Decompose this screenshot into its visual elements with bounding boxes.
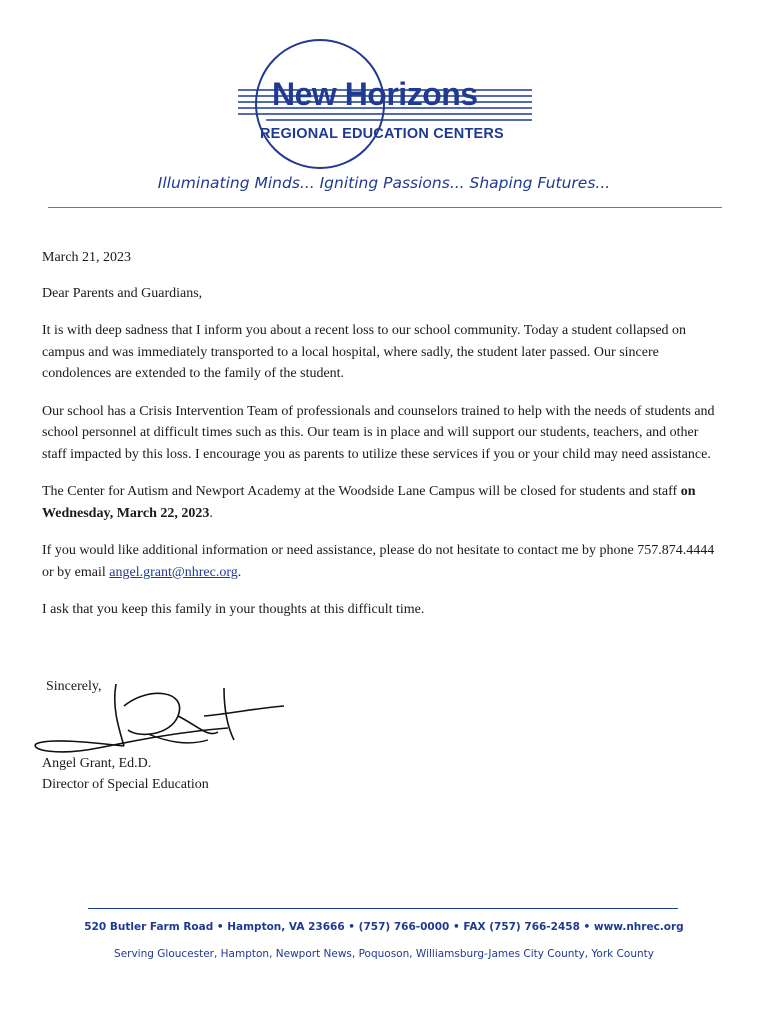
closure-text: The Center for Autism and Newport Academy at the Woodside Lane Campus will be closed for students and staff bbox=[42, 484, 678, 499]
salutation: Dear Parents and Guardians, bbox=[42, 285, 203, 301]
signer-name: Angel Grant, Ed.D. bbox=[42, 756, 152, 771]
paragraph-closure bbox=[42, 481, 726, 524]
paragraph-contact bbox=[42, 540, 726, 583]
letterhead-logo bbox=[232, 38, 542, 170]
closing: Sincerely, bbox=[46, 679, 102, 694]
closure-date: on Wednesday, March 22, 2023 bbox=[42, 484, 696, 521]
footer-address: 520 Butler Farm Road • Hampton, VA 23666 • (757) 766-0000 • FAX (757) 766-2458 • www.nhrec.org bbox=[84, 921, 684, 933]
closure-end: . bbox=[209, 505, 213, 521]
signer-block bbox=[42, 753, 209, 795]
paragraph-thoughts: I ask that you keep this family in your thoughts at this difficult time. bbox=[42, 602, 425, 617]
signer-title: Director of Special Education bbox=[42, 777, 209, 792]
tagline: Illuminating Minds... Igniting Passions... Shaping Futures... bbox=[157, 174, 611, 192]
header-divider bbox=[48, 207, 722, 208]
letter-date: March 21, 2023 bbox=[42, 250, 132, 265]
org-name: New Horizons bbox=[272, 76, 478, 112]
footer-divider bbox=[88, 908, 678, 909]
email-link[interactable]: angel.grant@nhrec.org bbox=[109, 564, 238, 580]
contact-end: . bbox=[237, 564, 242, 580]
contact-text: If you would like additional information or need assistance, please do not hesitate to contact me by phone 757.874.4444 or by email bbox=[42, 543, 715, 580]
paragraph-loss: It is with deep sadness that I inform you about a recent loss to our school community. Today a student collapsed on campus and was immediately transported to a local hospital, where sadly, the student later passed. Our sincere condolences are extended to the family of the student. bbox=[42, 323, 687, 381]
footer-service-area: Serving Gloucester, Hampton, Newport News, Poquoson, Williamsburg-James City County, York County bbox=[114, 948, 654, 960]
org-subtitle: REGIONAL EDUCATION CENTERS bbox=[260, 126, 504, 142]
letter-body bbox=[42, 247, 726, 637]
paragraph-crisis-team: Our school has a Crisis Intervention Team of professionals and counselors trained to help with the needs of students and school personnel at difficult times such as this. Our team is in place and will support our students, teachers, and other staff impacted by this loss. I encourage you as parents to utilize these services if you or your child may need assistance. bbox=[42, 403, 715, 462]
